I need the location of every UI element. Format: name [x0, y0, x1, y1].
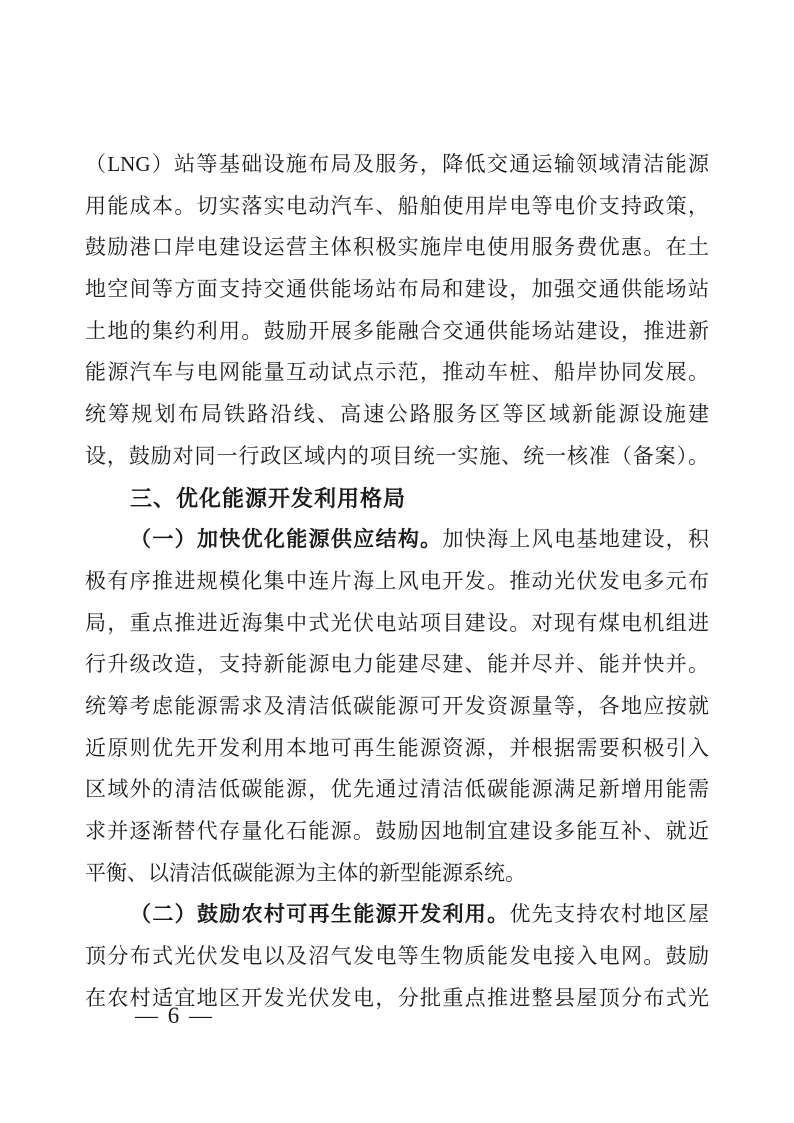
text-line: [85, 394, 709, 436]
text-segment: 土地的集约利用。鼓励开展多能融合交通供能场站建设，推进新: [85, 318, 709, 343]
text-segment: 近原则优先开发利用本地可再生能源资源，并根据需要积极引入: [85, 735, 709, 760]
paragraph-lead-bold: （一）加快优化能源供应结构。: [130, 527, 443, 552]
text-line: [85, 853, 709, 895]
text-line: [85, 144, 709, 186]
text-line: [85, 519, 709, 561]
text-segment: 行升级改造，支持新能源电力能建尽建、能并尽并、能并快并。: [85, 652, 709, 677]
text-segment: 能源汽车与电网能量互动试点示范，推动车桩、船岸协同发展。: [85, 360, 709, 385]
text-segment: 优先支持农村地区屋: [509, 902, 709, 927]
text-line: [85, 227, 709, 269]
text-line: [85, 269, 709, 311]
text-line: [85, 936, 709, 978]
text-segment: 统筹考虑能源需求及清洁低碳能源可开发资源量等，各地应按就: [85, 693, 709, 718]
text-segment: 平衡、以清洁低碳能源为主体的新型能源系统。: [85, 860, 526, 885]
page-number: — 6 —: [135, 1003, 214, 1028]
text-segment: （LNG）站等基础设施布局及服务，降低交通运输领域清洁能源: [85, 152, 709, 176]
text-line: [85, 436, 709, 478]
text-line: [85, 644, 709, 686]
text-line: [85, 686, 709, 728]
document-body: [85, 144, 709, 1019]
text-segment: 局，重点推进近海集中式光伏电站项目建设。对现有煤电机组进: [85, 610, 709, 635]
text-segment: 区域外的清洁低碳能源，优先通过清洁低碳能源满足新增用能需: [85, 777, 709, 802]
text-segment: 鼓励港口岸电建设运营主体积极实施岸电使用服务费优惠。在土: [85, 235, 709, 260]
text-segment: 设，鼓励对同一行政区域内的项目统一实施、统一核准（备案）。: [85, 443, 709, 468]
text-line: [85, 311, 709, 353]
text-segment: 加快海上风电基地建设，积: [442, 527, 709, 552]
text-line: [85, 811, 709, 853]
text-line: [85, 561, 709, 603]
paragraph-lead-bold: （二）鼓励农村可再生能源开发利用。: [130, 902, 510, 927]
text-segment: 顶分布式光伏发电以及沼气发电等生物质能发电接入电网。鼓励: [85, 944, 709, 969]
text-line: [85, 728, 709, 770]
text-segment: 求并逐渐替代存量化石能源。鼓励因地制宜建设多能互补、就近: [85, 819, 709, 843]
text-line: [85, 186, 709, 228]
text-line: [85, 352, 709, 394]
text-segment: 在农村适宜地区开发光伏发电，分批重点推进整县屋顶分布式光: [85, 985, 709, 1010]
text-line: [85, 769, 709, 811]
text-line: [85, 894, 709, 936]
text-segment: 用能成本。切实落实电动汽车、船舶使用岸电等电价支持政策，: [85, 193, 709, 218]
text-segment: 地空间等方面支持交通供能场站布局和建设，加强交通供能场站: [85, 277, 709, 302]
text-line: [85, 603, 709, 645]
text-segment: 极有序推进规模化集中连片海上风电开发。推动光伏发电多元布: [85, 568, 709, 593]
text-segment: 统筹规划布局铁路沿线、高速公路服务区等区域新能源设施建: [85, 402, 709, 427]
section-heading: 三、优化能源开发利用格局: [130, 485, 407, 511]
